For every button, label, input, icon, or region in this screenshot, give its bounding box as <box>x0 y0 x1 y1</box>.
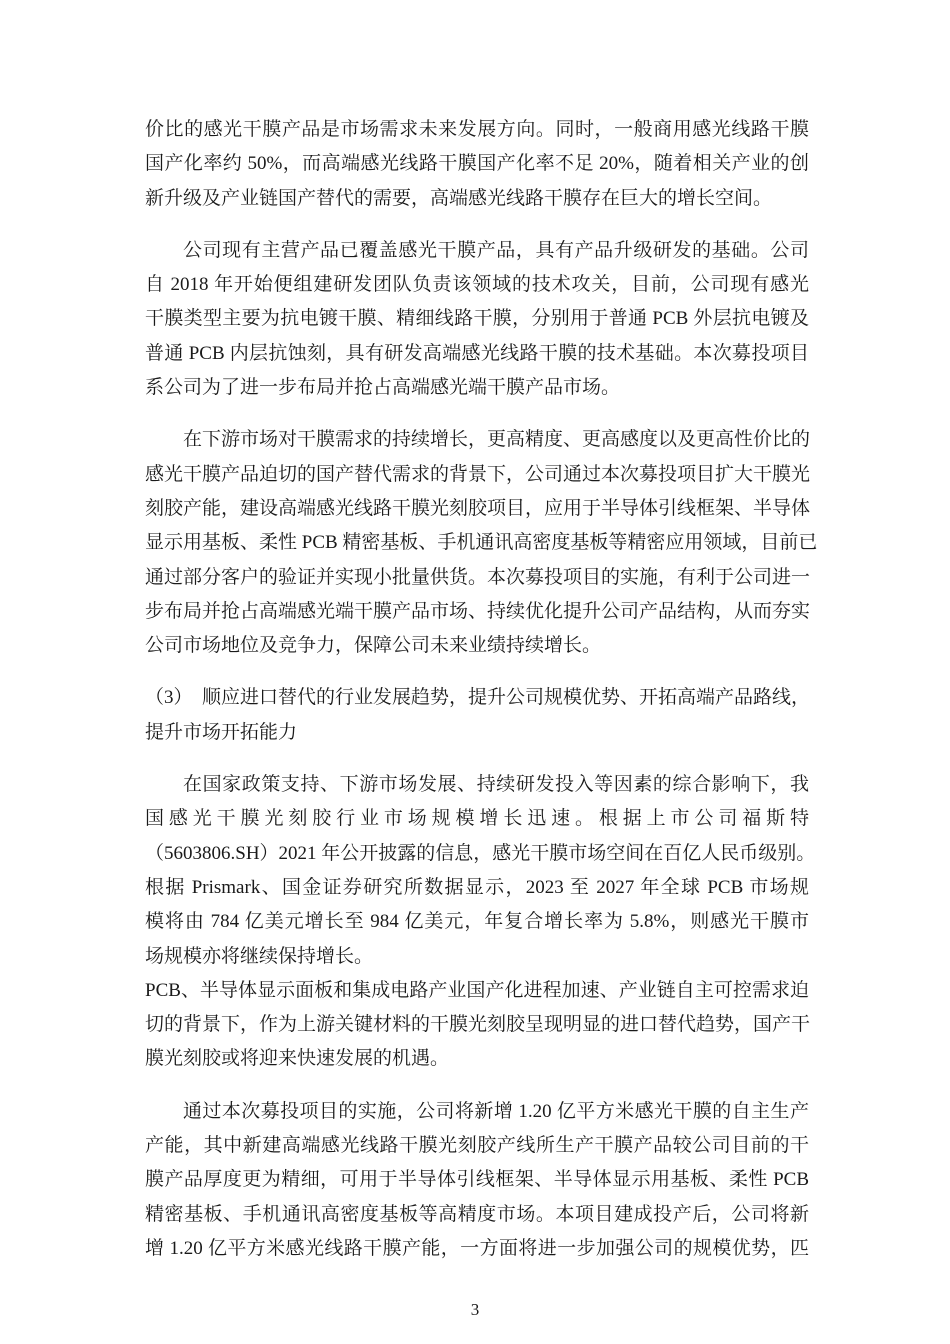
text-line: 场规模亦将继续保持增长。 <box>145 945 374 967</box>
text-line: 刻胶产能，建设高端感光线路干膜光刻胶项目，应用于半导体引线框架、半导体 <box>145 497 811 519</box>
text-line: 自 2018 年开始便组建研发团队负责该领域的技术攻关，目前，公司现有感光 <box>145 274 809 296</box>
text-line: 通过部分客户的验证并实现小批量供货。本次募投项目的实施，有利于公司进一 <box>145 566 811 588</box>
text-line: 干膜类型主要为抗电镀干膜、精细线路干膜，分别用于普通 PCB 外层抗电镀及 <box>145 308 809 330</box>
text-line: （3） 顺应进口替代的行业发展趋势，提升公司规模优势、开拓高端产品路线， <box>145 687 811 709</box>
text-line: 公司市场地位及竞争力，保障公司未来业绩持续增长。 <box>145 635 602 657</box>
text-line: 国感光干膜光刻胶行业市场规模增长迅速。根据上市公司福斯特 <box>145 808 809 830</box>
text-line: 提升市场开拓能力 <box>145 721 298 743</box>
text-line: 公司现有主营产品已覆盖感光干膜产品，具有产品升级研发的基础。公司 <box>183 239 809 261</box>
page-number: 3 <box>470 1300 480 1319</box>
text-line: （5603806.SH）2021 年公开披露的信息，感光干膜市场空间在百亿人民币级别。 <box>145 842 816 864</box>
text-line: 增 1.20 亿平方米感光线路干膜产能，一方面将进一步加强公司的规模优势，匹 <box>145 1237 809 1259</box>
paragraph <box>145 113 809 216</box>
text-line: 国产化率约 50%，而高端感光线路干膜国产化率不足 20%，随着相关产业的创 <box>145 153 809 175</box>
paragraph <box>145 1095 809 1266</box>
text-line: 价比的感光干膜产品是市场需求未来发展方向。同时，一般商用感光线路干膜 <box>145 119 809 140</box>
paragraph <box>145 768 816 974</box>
document-body <box>145 113 818 1266</box>
text-line: 感光干膜产品迫切的国产替代需求的背景下，公司通过本次募投项目扩大干膜光 <box>145 463 811 485</box>
text-line: 膜产品厚度更为精细，可用于半导体引线框架、半导体显示用基板、柔性 PCB <box>145 1169 809 1191</box>
text-line: 步布局并抢占高端感光端干膜产品市场、持续优化提升公司产品结构，从而夯实 <box>145 600 811 622</box>
text-line: 切的背景下，作为上游关键材料的干膜光刻胶呈现明显的进口替代趋势，国产干 <box>145 1014 811 1036</box>
paragraph <box>145 681 809 750</box>
text-line: 普通 PCB 内层抗蚀刻，具有研发高端感光线路干膜的技术基础。本次募投项目 <box>145 342 809 364</box>
paragraph <box>145 423 818 663</box>
text-line: 根据 Prismark、国金证券研究所数据显示，2023 至 2027 年全球 PCB 市场规 <box>145 876 809 898</box>
text-line: 通过本次募投项目的实施，公司将新增 1.20 亿平方米感光干膜的自主生产 <box>183 1100 809 1122</box>
text-line: 在下游市场对干膜需求的持续增长，更高精度、更高感度以及更高性价比的 <box>183 429 811 451</box>
paragraph <box>145 974 809 1077</box>
text-line: PCB、半导体显示面板和集成电路产业国产化进程加速、产业链自主可控需求迫 <box>145 979 809 1001</box>
text-line: 系公司为了进一步布局并抢占高端感光端干膜产品市场。 <box>145 377 621 399</box>
text-line: 显示用基板、柔性 PCB 精密基板、手机通讯高密度基板等精密应用领域，目前已 <box>145 532 818 554</box>
text-line: 新升级及产业链国产替代的需要，高端感光线路干膜存在巨大的增长空间。 <box>145 187 773 209</box>
text-line: 产能，其中新建高端感光线路干膜光刻胶产线所生产干膜产品较公司目前的干 <box>145 1135 809 1157</box>
paragraph <box>145 234 809 405</box>
text-line: 模将由 784 亿美元增长至 984 亿美元，年复合增长率为 5.8%，则感光干膜市 <box>145 911 809 933</box>
text-line: 膜光刻胶或将迎来快速发展的机遇。 <box>145 1048 450 1070</box>
text-line: 在国家政策支持、下游市场发展、持续研发投入等因素的综合影响下，我 <box>183 774 809 796</box>
text-line: 精密基板、手机通讯高密度基板等高精度市场。本项目建成投产后，公司将新 <box>145 1203 809 1225</box>
